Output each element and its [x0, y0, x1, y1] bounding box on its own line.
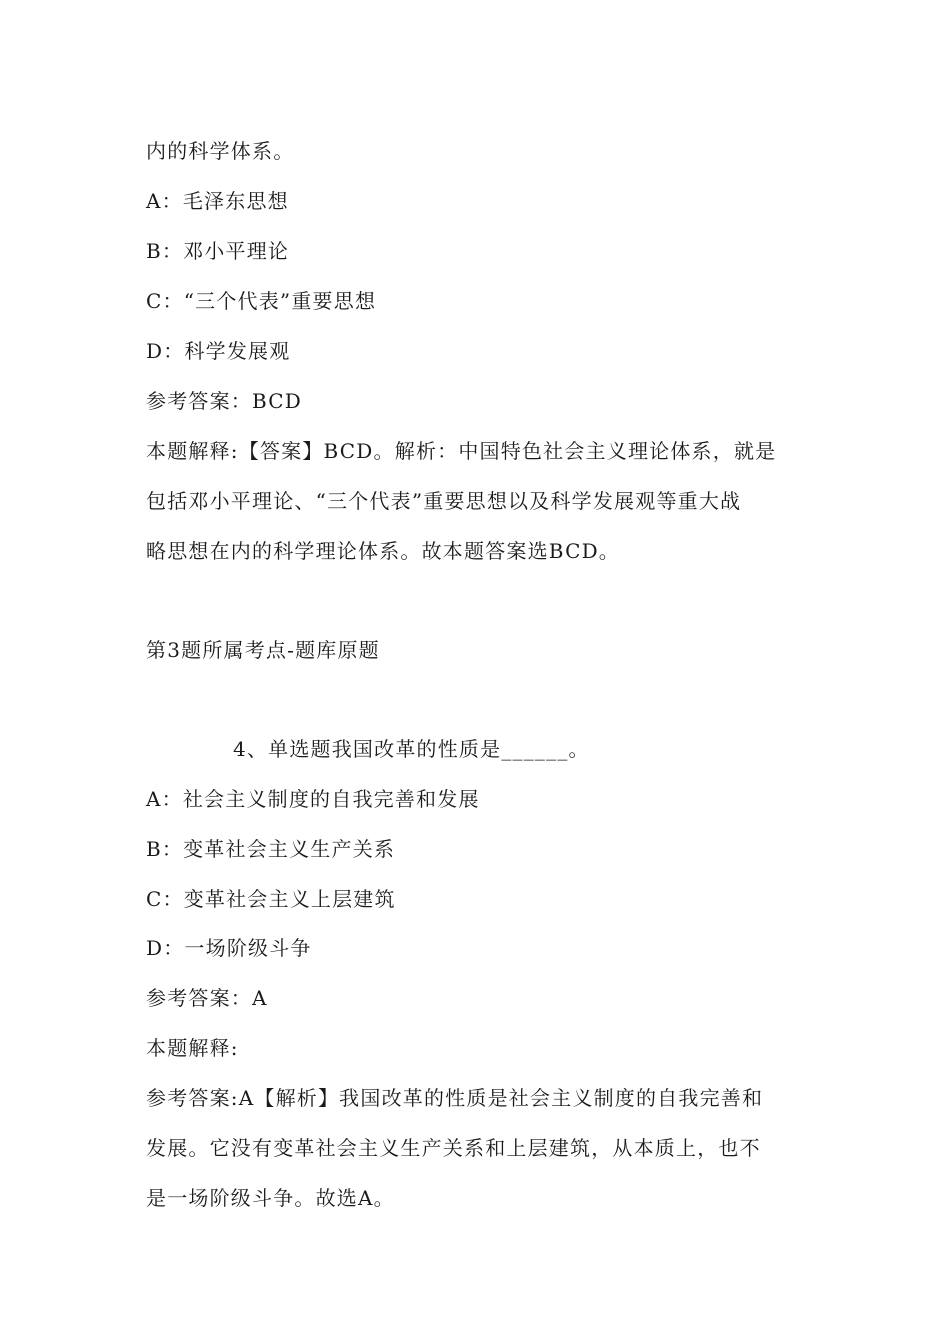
question-4-explanation-line: 参考答案:A【解析】我国改革的性质是社会主义制度的自我完善和	[146, 1086, 764, 1110]
question-3-option-d: D：科学发展观	[146, 339, 291, 363]
question-3-stem-end: 内的科学体系。	[146, 139, 295, 163]
question-4-option-b: B：变革社会主义生产关系	[146, 837, 396, 861]
question-3-answer: 参考答案：BCD	[146, 389, 303, 413]
question-4-explanation-line: 是一场阶级斗争。故选A。	[146, 1186, 395, 1210]
question-3-option-a: A：毛泽东思想	[146, 189, 289, 213]
question-4-explanation-line: 发展。它没有变革社会主义生产关系和上层建筑，从本质上，也不	[146, 1136, 761, 1160]
question-4-option-a: A：社会主义制度的自我完善和发展	[146, 787, 480, 811]
question-3-option-b: B：邓小平理论	[146, 239, 290, 263]
question-4-option-c: C：变革社会主义上层建筑	[146, 887, 396, 911]
question-4-option-d: D：一场阶级斗争	[146, 936, 312, 960]
question-3-option-c: C：“三个代表”重要思想	[146, 289, 377, 313]
question-4-answer: 参考答案：A	[146, 986, 268, 1010]
question-4-stem: 4、单选题我国改革的性质是______。	[233, 737, 590, 761]
question-4-explanation-label: 本题解释:	[146, 1036, 239, 1060]
question-3-explanation-line: 略思想在内的科学理论体系。故本题答案选BCD。	[146, 539, 621, 563]
question-3-explanation-line: 本题解释:【答案】BCD。解析：中国特色社会主义理论体系，就是	[146, 439, 777, 463]
question-3-category: 第3题所属考点-题库原题	[146, 638, 380, 662]
question-3-explanation-line: 包括邓小平理论、“三个代表”重要思想以及科学发展观等重大战	[146, 489, 742, 513]
